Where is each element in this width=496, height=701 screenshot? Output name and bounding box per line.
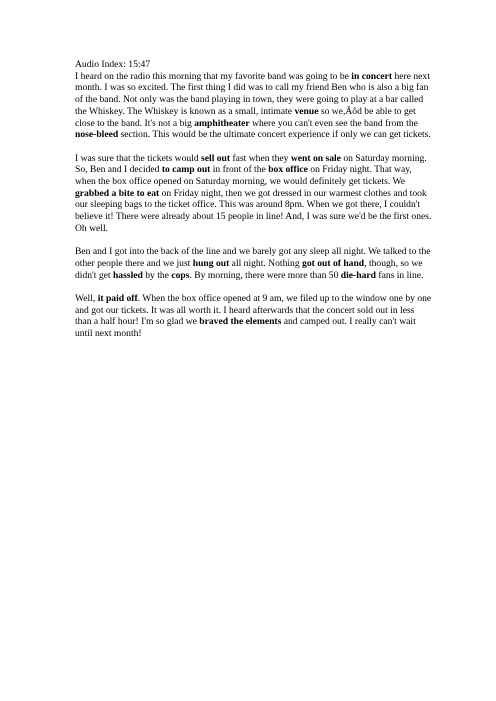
text-run: . By morning, there were more than 50 [189, 269, 341, 281]
text-run: and camped out. I really can't wait until next month! [75, 316, 416, 340]
text-run: Well, [75, 293, 98, 305]
text-run: here next month. I was so excited. The first thing I did was to call my friend Ben who is also a big fan of the band. Not only was the band playing in town, they were going to play at a bar called the Whiskey. The Whiskey is known as a small, intimate [75, 70, 430, 117]
story-paragraph [75, 293, 432, 340]
vocabulary-term: hung out [192, 257, 230, 269]
vocabulary-term: nose-bleed [75, 129, 119, 141]
story-paragraph [75, 153, 432, 235]
vocabulary-term: grabbed a bite to eat [75, 187, 160, 199]
vocabulary-term: got out of hand [302, 257, 365, 269]
text-run: so we,Äôd be able to get close to the band. It's not a big [75, 105, 416, 129]
vocabulary-term: in concert [351, 70, 393, 82]
document-body [75, 71, 432, 340]
text-run: I was sure that the tickets would [75, 152, 202, 164]
audio-index-heading: Audio Index: 15:47 [75, 59, 151, 70]
text-run: all night. Nothing [229, 257, 303, 269]
text-run: fast when they [230, 152, 291, 164]
vocabulary-term: braved the elements [199, 316, 282, 328]
text-run: on Saturday morning. So, Ben and I decided [75, 152, 427, 176]
vocabulary-term: venue [294, 105, 319, 117]
vocabulary-term: went on sale [290, 152, 341, 164]
text-run: , though, so we didn't get [75, 257, 423, 281]
text-run: by the [142, 269, 172, 281]
text-run: where you can't even see the band from the [249, 117, 418, 129]
vocabulary-term: box office [268, 164, 308, 176]
vocabulary-term: to camp out [161, 164, 211, 176]
text-run: I heard on the radio this morning that my favorite band was going to be [75, 70, 352, 82]
text-run: in front of the [210, 164, 269, 176]
text-run: . When the box office opened at 9 am, we filed up to the window one by one and got our tickets. It was all worth it. I heard afterwards that the concert sold out in less than a half hour! I'm so glad we [75, 293, 432, 328]
story-paragraph [75, 246, 432, 281]
vocabulary-term: cops [171, 269, 190, 281]
vocabulary-term: amphitheater [194, 117, 250, 129]
text-run: Ben and I got into the back of the line and we barely got any sleep all night. We talked to the other people there and we just [75, 246, 431, 269]
vocabulary-term: die-hard [340, 269, 376, 281]
text-run: fans in line. [375, 269, 424, 281]
text-run: on Friday night, then we got dressed in our warmest clothes and took our sleeping bags to the ticket office. This was around 8pm. When we got there, I couldn't believe it! There were already about 15 people in line! And, I was sure we'd be the first ones. Oh well. [75, 187, 432, 234]
vocabulary-term: it paid off [97, 293, 138, 305]
vocabulary-term: sell out [201, 152, 231, 164]
story-paragraph [75, 71, 432, 141]
text-run: section. This would be the ultimate concert experience if only we can get tickets. [118, 129, 431, 141]
text-run: on Friday night. That way, when the box office opened on Saturday morning, we would definitely get tickets. We [75, 164, 412, 188]
vocabulary-term: hassled [112, 269, 143, 281]
